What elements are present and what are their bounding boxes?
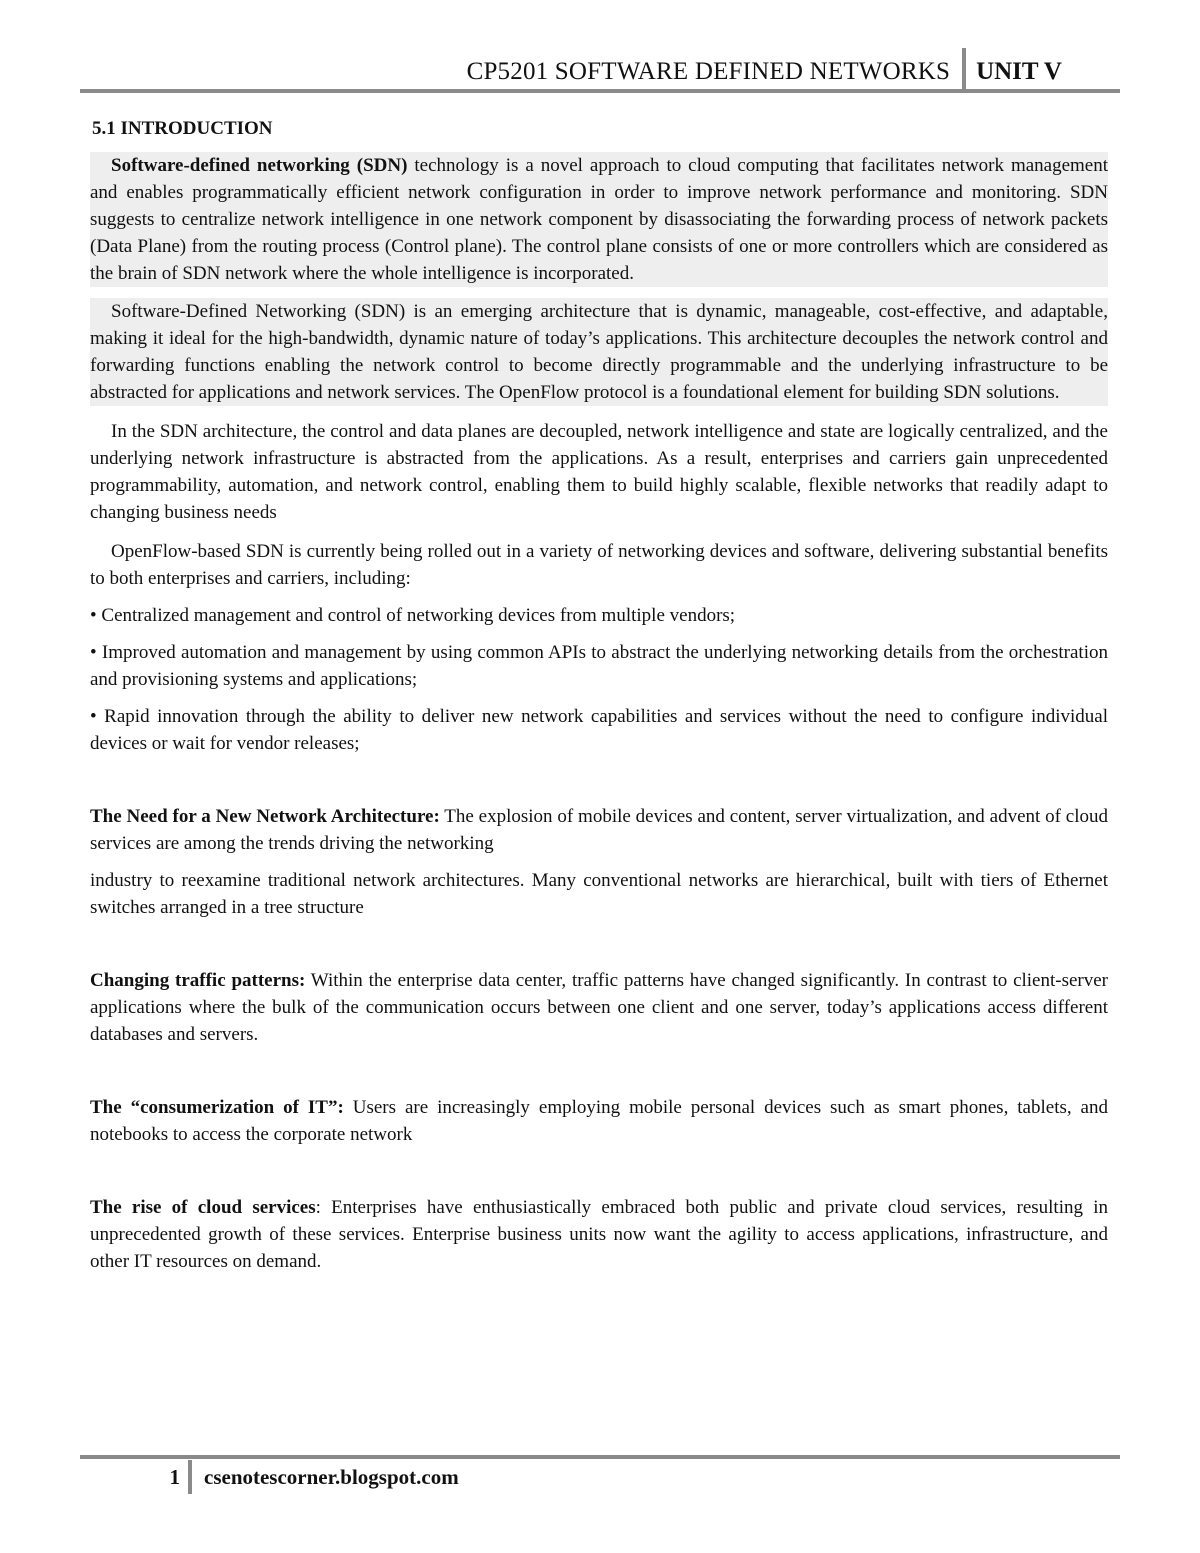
intro-paragraph-1 <box>90 152 1108 287</box>
unit-label: UNIT V <box>976 58 1062 85</box>
consumerization-heading-pre: The “ <box>90 1097 141 1118</box>
traffic-text: Within the enterprise data center, traffic patterns have changed significantly. In contrast to client-server applications where the bulk of the communication occurs between one client and one server, today’s applications access different databases and servers. <box>90 970 1109 1045</box>
intro-paragraph-4: OpenFlow-based SDN is currently being rolled out in a variety of networking devices and software, delivering substantial benefits to both enterprises and carriers, including: <box>90 541 1108 589</box>
need-text: The explosion of mobile devices and content, server virtualization, and advent of cloud services are among the trends driving the networking <box>90 806 1108 854</box>
intro-paragraph-2: Software-Defined Networking (SDN) is an emerging architecture that is dynamic, manageable, cost-effective, and adaptable, making it ideal for the high-bandwidth, dynamic nature of today’s applications. This architecture decouples the network control and forwarding functions enabling the network control to become directly programmable and the underlying infrastructure to be abstracted for applications and network services. The OpenFlow protocol is a foundational element for building SDN solutions. <box>90 298 1108 406</box>
cloud-paragraph <box>90 1194 1108 1275</box>
consumerization-text: Users are increasingly employing mobile personal devices such as smart phones, tablets, and notebooks to access the corporate network <box>90 1097 1108 1145</box>
header-rule <box>80 89 1120 93</box>
list-item: • Rapid innovation through the ability to deliver new network capabilities and services without the need to configure individual devices or wait for vendor releases; <box>90 706 1108 754</box>
sdn-abbrev: (SDN) <box>356 155 408 176</box>
site-url: csenotescorner.blogspot.com <box>204 1464 459 1489</box>
space <box>350 155 357 176</box>
list-item: • Centralized management and control of networking devices from multiple vendors; <box>90 605 736 626</box>
intro-paragraph-3: In the SDN architecture, the control and data planes are decoupled, network intelligence and state are logically centralized, and the underlying network infrastructure is abstracted from the applications. As a result, enterprises and carriers gain unprecedented programmability, automation, and network control, enabling them to build highly scalable, flexible networks that readily adapt to changing business needs <box>90 421 1108 523</box>
document-body <box>90 115 1108 1275</box>
intro-paragraph-1-text: technology is a novel approach to cloud computing that facilitates network management and enables programmatically efficient network configuration in order to improve network performance and monitoring. SDN suggests to centralize network intelligence in one network component by disassociating the forwarding process of network packets (Data Plane) from the routing process (Control plane). The control plane consists of one or more controllers which are considered as the brain of SDN network where the whole intelligence is incorporated. <box>90 155 1109 284</box>
sdn-term: Software-defined networking <box>111 155 350 176</box>
need-heading: The Need for a New Network Architecture: <box>90 806 440 827</box>
need-continuation: industry to reexamine traditional network architectures. Many conventional networks are hierarchical, built with tiers of Ethernet switches arranged in a tree structure <box>90 870 1108 918</box>
section-title: 5.1 INTRODUCTION <box>92 118 273 139</box>
consumerization-paragraph <box>90 1094 1108 1148</box>
page-number: 1 <box>169 1464 180 1489</box>
cloud-text: : Enterprises have enthusiastically embraced both public and private cloud services, resulting in unprecedented growth of these services. Enterprise business units now want the agility to access applications, infrastructure, and other IT resources on demand. <box>90 1197 1109 1272</box>
page-header <box>80 44 1120 92</box>
traffic-paragraph <box>90 967 1108 1048</box>
need-paragraph <box>90 803 1108 857</box>
traffic-heading: Changing traffic patterns: <box>90 970 306 991</box>
cloud-heading: The rise of cloud services <box>90 1197 316 1218</box>
list-item: • Improved automation and management by using common APIs to abstract the underlying networking details from the orchestration and provisioning systems and applications; <box>90 642 1108 690</box>
consumerization-heading: consumerization of IT <box>140 1097 328 1118</box>
course-title: CP5201 SOFTWARE DEFINED NETWORKS <box>466 58 951 85</box>
consumerization-heading-post: ”: <box>327 1097 344 1118</box>
page-footer <box>80 1459 459 1495</box>
